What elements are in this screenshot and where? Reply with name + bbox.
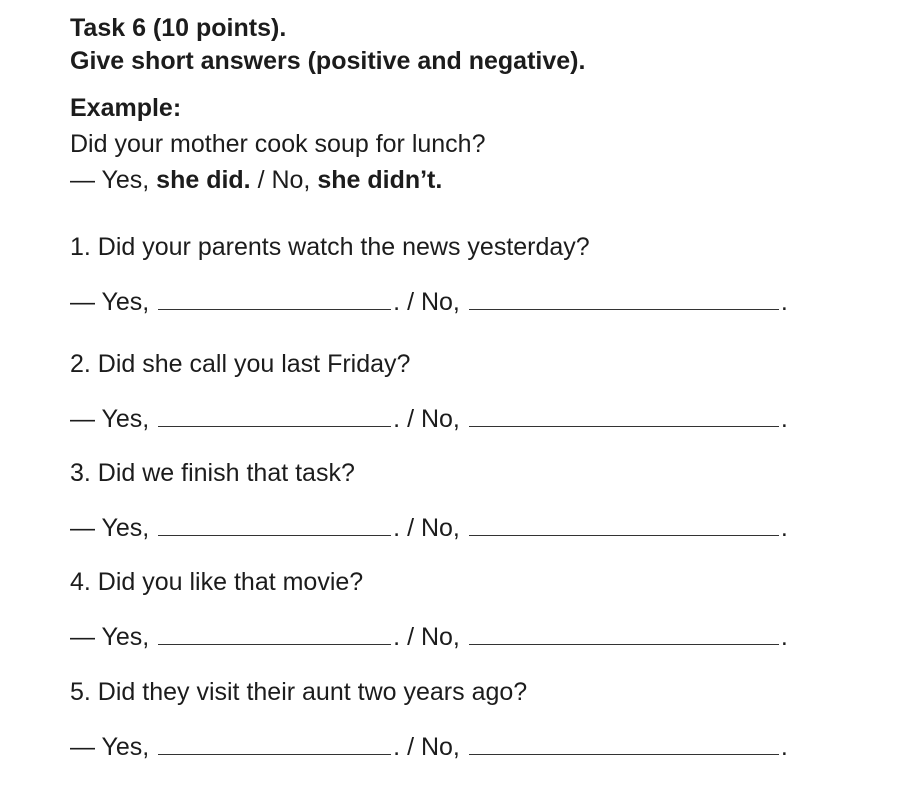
answer-row-4 (70, 622, 788, 652)
example-answer-negative: she didn’t. (317, 166, 443, 194)
answer-no-label: . / No, (393, 514, 467, 542)
answer-no-label: . / No, (393, 733, 467, 761)
task-title: Task 6 (10 points). (70, 14, 287, 42)
answer-row-5 (70, 732, 788, 762)
negative-answer-blank[interactable] (469, 289, 779, 310)
question-1: 1. Did your parents watch the news yesterday? (70, 233, 590, 261)
example-answer-separator: / No, (250, 166, 318, 194)
negative-answer-blank[interactable] (469, 406, 779, 427)
answer-end: . (780, 288, 788, 316)
positive-answer-blank[interactable] (158, 624, 391, 645)
positive-answer-blank[interactable] (158, 515, 391, 536)
negative-answer-blank[interactable] (469, 624, 779, 645)
question-5: 5. Did they visit their aunt two years ago? (70, 678, 528, 706)
positive-answer-blank[interactable] (158, 406, 391, 427)
answer-no-label: . / No, (393, 405, 467, 433)
answer-no-label: . / No, (393, 288, 467, 316)
example-question: Did your mother cook soup for lunch? (70, 130, 486, 158)
question-2: 2. Did she call you last Friday? (70, 350, 411, 378)
example-answer (70, 165, 442, 195)
positive-answer-blank[interactable] (158, 289, 391, 310)
question-4: 4. Did you like that movie? (70, 568, 364, 596)
example-answer-prefix: — Yes, (70, 166, 157, 194)
task-instructions: Give short answers (positive and negative). (70, 47, 586, 75)
answer-yes-label: — Yes, (70, 514, 157, 542)
worksheet (70, 0, 890, 789)
question-3: 3. Did we finish that task? (70, 459, 355, 487)
negative-answer-blank[interactable] (469, 515, 779, 536)
answer-row-3 (70, 513, 788, 543)
example-answer-positive: she did. (156, 166, 251, 194)
answer-row-1 (70, 287, 788, 317)
answer-end: . (780, 405, 788, 433)
answer-end: . (780, 514, 788, 542)
answer-yes-label: — Yes, (70, 288, 157, 316)
answer-yes-label: — Yes, (70, 623, 157, 651)
answer-yes-label: — Yes, (70, 733, 157, 761)
example-label: Example: (70, 94, 182, 122)
negative-answer-blank[interactable] (469, 734, 779, 755)
answer-no-label: . / No, (393, 623, 467, 651)
answer-yes-label: — Yes, (70, 405, 157, 433)
positive-answer-blank[interactable] (158, 734, 391, 755)
answer-end: . (780, 733, 788, 761)
answer-end: . (780, 623, 788, 651)
answer-row-2 (70, 404, 788, 434)
